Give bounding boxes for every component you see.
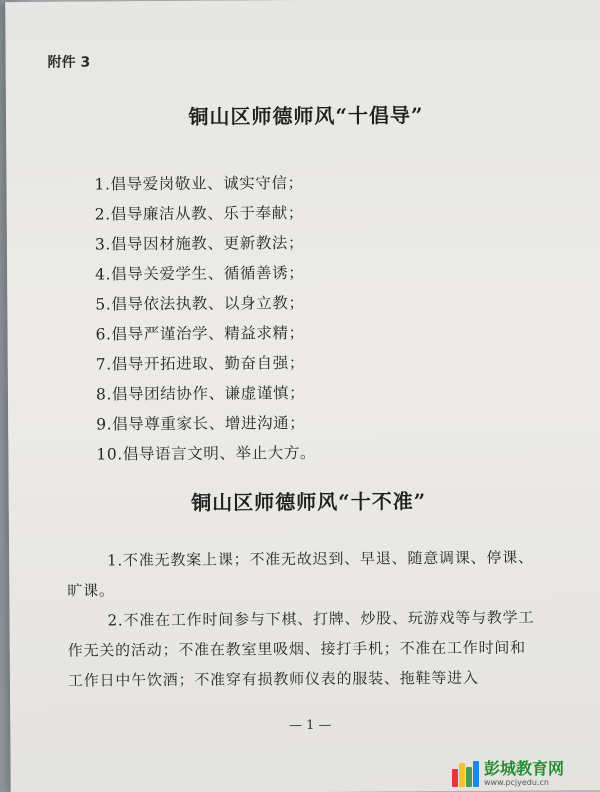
list-item: 6.倡导严谨治学、精益求精；: [95, 324, 305, 344]
section-title-ten-advocacies: 铜山区师德师风“十倡导”: [188, 103, 424, 129]
list-item: 3.倡导因材施教、更新教法；: [94, 234, 305, 254]
list-item: 10.倡导语言文明、举止大方。: [96, 443, 317, 464]
books-logo-icon: [452, 761, 480, 787]
watermark-url: www.pcjyedu.cn: [484, 778, 549, 787]
prohibition-paragraph: 2.不准在工作时间参与下棋、打牌、炒股、玩游戏等与教学工作无关的活动；不准在教室里吸烟、接打手机；不准在工作时间和工作日中午饮酒；不准穿有损教师仪表的服装、拖鞋等进入: [67, 608, 535, 690]
list-item: 2.倡导廉洁从教、乐于奉献；: [94, 204, 304, 224]
prohibition-paragraph: 1.不准无教案上课；不准无故迟到、早退、随意调课、停课、旷课。: [67, 548, 534, 600]
site-watermark: [452, 758, 598, 790]
list-item: 9.倡导尊重家长、增进沟通；: [96, 414, 306, 434]
list-item: 8.倡导团结协作、谦虚谨慎；: [95, 384, 306, 404]
list-item: 5.倡导依法执教、以身立教；: [95, 294, 305, 314]
section-title-ten-prohibitions: 铜山区师德师风“十不准”: [191, 489, 427, 515]
list-item: 4.倡导关爱学生、循循善诱；: [95, 264, 305, 284]
attachment-label: 附件 3: [47, 54, 91, 71]
list-item: 7.倡导开拓进取、勤奋自强；: [95, 354, 306, 374]
watermark-name: 彭城教育网: [484, 759, 565, 778]
document-page: [5, 0, 600, 792]
list-item: 1.倡导爱岗敬业、诚实守信；: [94, 174, 304, 194]
page-number: — 1 —: [288, 717, 332, 734]
advocacy-list: [94, 168, 316, 470]
